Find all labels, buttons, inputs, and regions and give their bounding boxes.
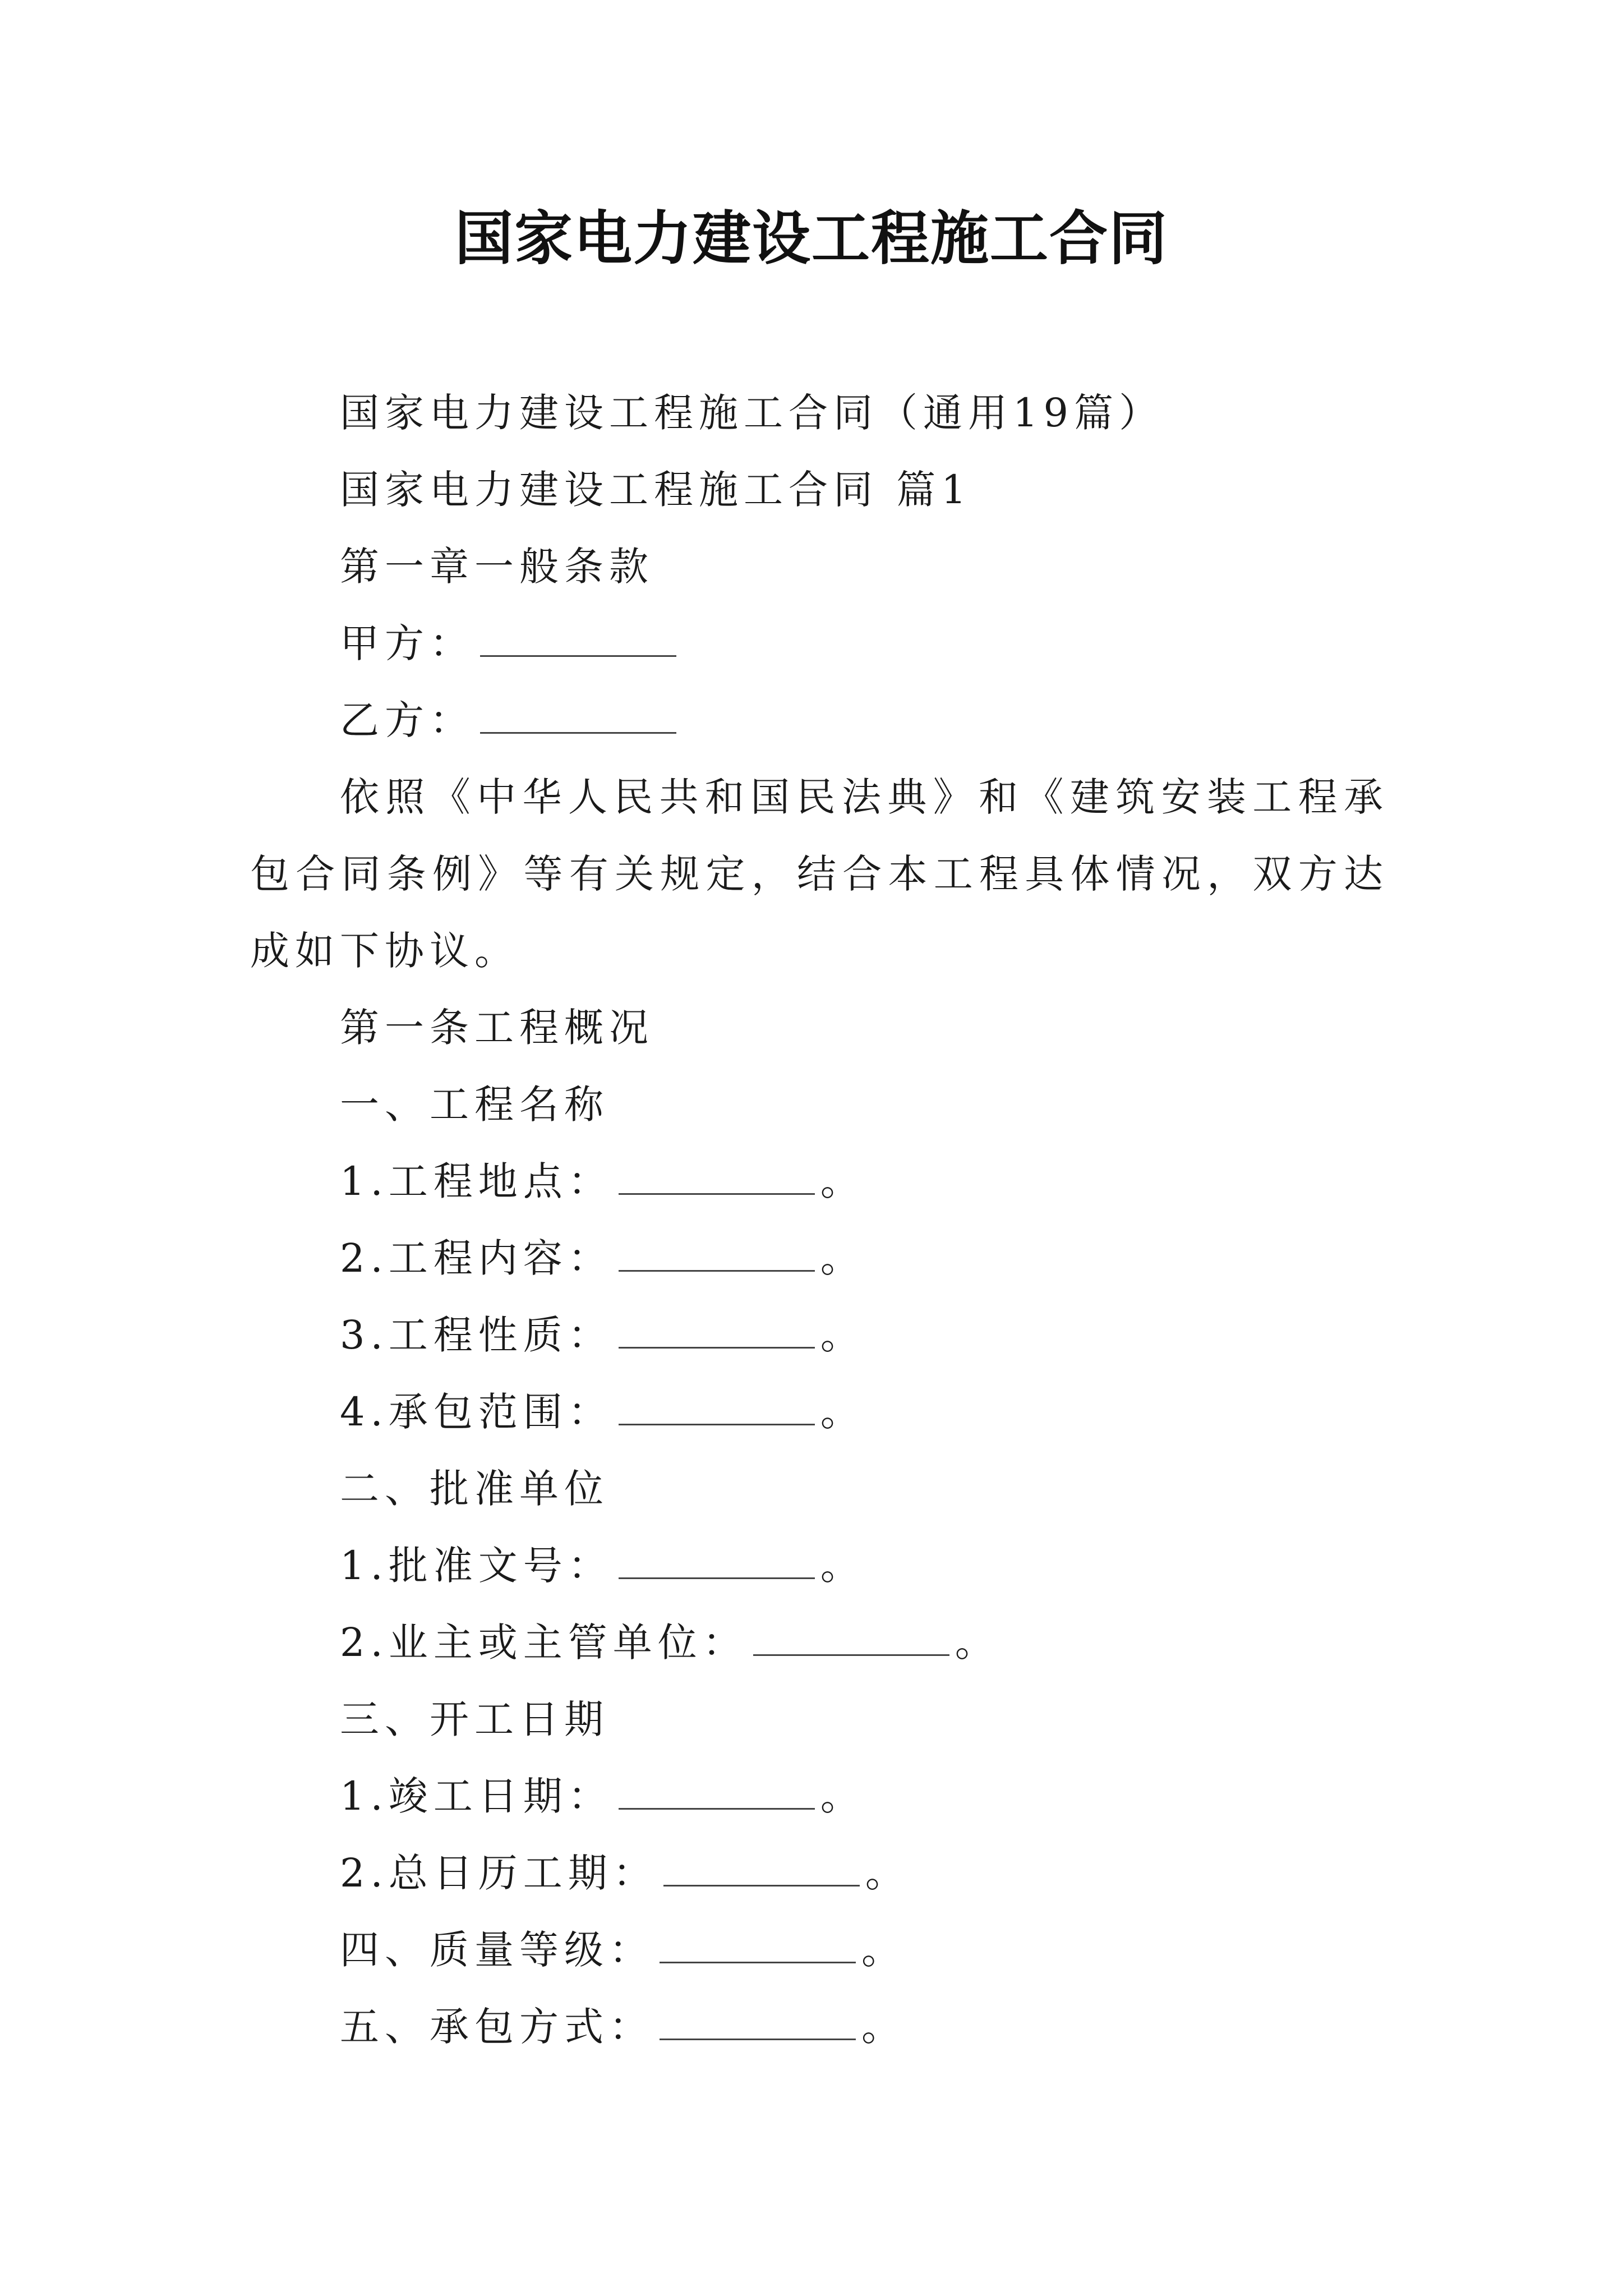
blank-field — [619, 1318, 815, 1349]
field-label: 2.业主或主管单位： — [340, 1619, 748, 1665]
period: 。 — [820, 1158, 865, 1204]
field-label: 1.竣工日期： — [340, 1773, 613, 1819]
paragraph: 国家电力建设工程施工合同 篇1 — [340, 467, 972, 513]
blank-field — [660, 1932, 856, 1963]
blank-field — [753, 1625, 949, 1656]
section-heading: 三、开工日期 — [340, 1696, 609, 1742]
field-label: 1.工程地点： — [340, 1158, 613, 1204]
blank-field — [619, 1241, 815, 1272]
field-label: 乙方： — [340, 697, 474, 743]
article-heading: 第一条工程概况 — [340, 1005, 654, 1051]
field-line — [250, 1374, 1389, 1451]
field-label: 甲方： — [340, 620, 474, 666]
party-b-line — [250, 682, 1389, 759]
paragraph: 依照《中华人民共和国民法典》和《建筑安装工程承包合同条例》等有关规定，结合本工程具体情况，双方达成如下协议。 — [250, 774, 1389, 974]
field-label: 2.工程内容： — [340, 1235, 613, 1281]
field-label: 五、承包方式： — [340, 2004, 654, 2050]
section-heading: 一、工程名称 — [340, 1082, 609, 1128]
chapter-heading: 第一章一般条款 — [340, 544, 654, 590]
field-label: 3.工程性质： — [340, 1312, 613, 1358]
blank-field — [619, 1395, 815, 1425]
field-line — [250, 1835, 1389, 1912]
blank-field — [660, 2009, 856, 2040]
period: 。 — [820, 1235, 865, 1281]
field-line — [250, 1604, 1389, 1681]
field-line — [250, 1912, 1389, 1989]
paragraph: 国家电力建设工程施工合同（通用19篇） — [340, 390, 1164, 436]
blank-field — [619, 1548, 815, 1579]
field-line — [250, 1220, 1389, 1297]
period: 。 — [955, 1619, 1000, 1665]
field-label: 2.总日历工期： — [340, 1850, 658, 1896]
blank-field — [663, 1856, 860, 1887]
document-body — [250, 375, 1389, 2065]
blank-field — [480, 703, 676, 734]
party-a-line — [250, 605, 1389, 682]
period: 。 — [820, 1543, 865, 1589]
field-label: 四、质量等级： — [340, 1927, 654, 1973]
period: 。 — [861, 2004, 906, 2050]
period: 。 — [820, 1389, 865, 1435]
field-label: 1.批准文号： — [340, 1543, 613, 1589]
period: 。 — [865, 1850, 910, 1896]
blank-field — [619, 1164, 815, 1195]
field-line — [250, 1989, 1389, 2065]
section-heading: 二、批准单位 — [340, 1466, 609, 1512]
blank-field — [480, 626, 676, 657]
document-title: 国家电力建设工程施工合同 — [454, 204, 1168, 273]
field-line — [250, 1758, 1389, 1835]
field-label: 4.承包范围： — [340, 1389, 613, 1435]
field-line — [250, 1297, 1389, 1374]
period: 。 — [861, 1927, 906, 1973]
field-line — [250, 1527, 1389, 1604]
field-line — [250, 1143, 1389, 1220]
period: 。 — [820, 1312, 865, 1358]
blank-field — [619, 1779, 815, 1810]
period: 。 — [820, 1773, 865, 1819]
